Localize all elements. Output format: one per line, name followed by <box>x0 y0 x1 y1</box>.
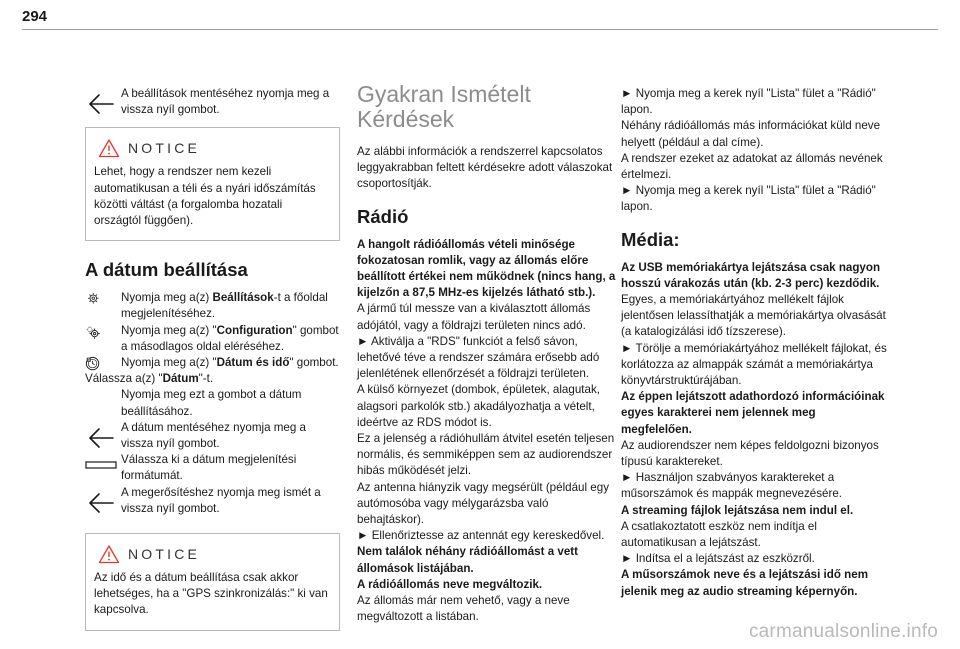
step-settings <box>85 290 340 322</box>
radio-question-3: A rádióállomás neve megváltozik. <box>357 577 543 591</box>
radio-answer-3: A külső környezet (dombok, épületek, alagutak, alagsori parkolók stb.) akadályozhatja a vételt, ideértve az RDS módot is. <box>357 383 600 429</box>
warning-triangle-icon <box>98 138 120 158</box>
watermark: carmanualsonline.info <box>748 621 938 642</box>
step4-post: "-t. <box>198 372 214 386</box>
header-rule <box>22 29 938 30</box>
media-answer-2: ► Törölje a memóriakártyához mellékelt fájlokat, és korlátozza az almappák számát a memóriakártya könyvtárstruktúrájában. <box>621 341 887 388</box>
step1-pre: Nyomja meg a(z) <box>121 291 213 305</box>
list-tab-hint-1: ► Nyomja meg a kerek nyíl "Lista" fület a "Rádió" lapon. <box>621 87 876 117</box>
notice-header <box>94 138 331 158</box>
station-info-text: Néhány rádióállomás más információkat küld neve helyett (például a dal címe). <box>621 119 881 149</box>
svg-text:8: 8 <box>87 358 90 363</box>
column-left <box>85 86 340 631</box>
list-tab-hint-2: ► Nyomja meg a kerek nyíl "Lista" fület a "Rádió" lapon. <box>621 184 876 214</box>
step4-bold: Dátum <box>162 372 199 386</box>
media-question-4: A műsorszámok neve és a lejátszási idő nem jelenik meg az audio streaming képernyőn. <box>621 568 869 598</box>
media-answer-1: Egyes, a memóriakártyához mellékelt fájlok jelentősen lelassíthatják a memóriakártya olvasását (a katalogizálási idő tízszerese). <box>621 293 886 339</box>
step4-pre: Válassza a(z) " <box>85 372 163 386</box>
step2-bold: Configuration <box>216 323 293 337</box>
step2-pre: Nyomja meg a(z) " <box>121 323 217 337</box>
column-middle <box>357 82 617 625</box>
clock-icon <box>85 356 107 378</box>
notice-body: Az idő és a dátum beállítása csak akkor lehetséges, ha a "GPS szinkronizálás:" ki van kapcsolva. <box>94 571 328 617</box>
radio-question-1: A hangolt rádióállomás vételi minősége fokozatosan romlik, vagy az állomás előre beállított értékei nem működnek (nincs hang, a kijelzőn a 87,5 MHz-es kijelzés látható stb.). <box>357 237 616 300</box>
media-heading: Média: <box>621 228 680 250</box>
media-question-3: A streaming fájlok lejátszása nem indul el. <box>621 503 854 517</box>
step-set-date <box>85 387 340 419</box>
step-format <box>85 452 340 484</box>
station-name-text: A rendszer ezeket az adatokat az állomás nevének értelmezi. <box>621 151 883 182</box>
step5-text: Nyomja meg ezt a gombot a dátum beállításához. <box>121 388 302 418</box>
step3-post: " gombot. <box>289 356 339 370</box>
step7-text: Válassza ki a dátum megjelenítési formátumát. <box>121 453 297 483</box>
media-question-2: Az éppen lejátszott adathordozó információinak egyes karakterei nem jelennek meg megfelelően. <box>621 390 885 436</box>
step-select-date <box>85 371 340 387</box>
media-answer-6: ► Indítsa el a lejátszást az eszközről. <box>621 552 815 566</box>
radio-heading: Rádió <box>357 205 409 227</box>
radio-answer-5: Az antenna hiányzik vagy megsérült (például egy autómosóba vagy mélygarázsba való behajtáskor). <box>357 480 609 527</box>
step3-bold: Dátum és idő <box>216 356 290 370</box>
notice-title: NOTICE <box>128 545 201 562</box>
warning-triangle-icon <box>98 544 120 564</box>
media-question-1: Az USB memóriakártya lejátszása csak nagyon hosszú várakozás után (kb. 2-3 perc) kezdődik. <box>621 260 881 290</box>
radio-answer-2: ► Aktiválja a "RDS" funkciót a felső sávon, lehetővé téve a rendszer számára erősebb adó jelenlétének ellenőrzését a földrajzi területen. <box>357 334 600 381</box>
notice-header <box>94 544 331 564</box>
radio-answer-6: ► Ellenőriztesse az antennát egy kereskedővel. <box>357 529 605 543</box>
step3-pre: Nyomja meg a(z) " <box>121 356 217 370</box>
step-configuration <box>85 323 340 355</box>
faq-title: Gyakran Ismételt Kérdések <box>357 81 531 132</box>
faq-intro: Az alábbi információk a rendszerrel kapcsolatos leggyakrabban feltett kérdésekre adott válaszokat csoportosítják. <box>357 145 613 191</box>
radio-answer-7: Az állomás már nem vehető, vagy a neve megváltozott a listában. <box>357 594 570 624</box>
back-arrow-icon <box>85 422 117 454</box>
back-arrow-icon <box>85 88 117 120</box>
radio-question-2: Nem találok néhány rádióállomást a vett állomások listájában. <box>357 545 579 575</box>
step8-text: A megerősítéshez nyomja meg ismét a vissza nyíl gombot. <box>121 485 321 515</box>
save-hint-text: A beállítások mentéséhez nyomja meg a vissza nyíl gombot. <box>121 87 330 117</box>
save-hint-row <box>85 86 340 118</box>
step-date-time <box>85 355 340 371</box>
notice-body: Lehet, hogy a rendszer nem kezeli automatikusan a téli és a nyári időszámítás közötti váltást (a forgalomba hozatali országtól függően). <box>94 165 316 228</box>
notice-title: NOTICE <box>128 140 201 157</box>
step2-post: " gombot a másodlagos oldal eléréséhez. <box>121 323 339 353</box>
radio-answer-1: A jármű túl messze van a kiválasztott állomás adójától, vagy a földrajzi területen nincs adó. <box>357 302 591 332</box>
date-section-heading: A dátum beállítása <box>85 259 248 281</box>
step-confirm <box>85 485 340 517</box>
page-number: 294 <box>22 8 48 25</box>
media-answer-4: ► Használjon szabványos karaktereket a műsorszámok és mappák megnevezésére. <box>621 471 843 501</box>
step6-text: A dátum mentéséhez nyomja meg a vissza nyíl gombot. <box>121 420 306 451</box>
step1-post: -t a főoldal megjelenítéséhez. <box>121 291 328 321</box>
notice-box-gps <box>85 533 340 631</box>
column-right <box>621 86 889 600</box>
media-answer-5: A csatlakoztatott eszköz nem indítja el automatikusan a lejátszást. <box>621 519 817 550</box>
back-arrow-icon <box>85 487 117 519</box>
radio-answer-4: Ez a jelenség a rádióhullám átvitel esetén teljesen normális, és semmiképpen sem az audiorendszer hibás működését jelzi. <box>357 432 615 478</box>
gear-icon <box>87 292 107 312</box>
notice-box-dst <box>85 127 340 241</box>
media-answer-3: Az audiorendszer nem képes feldolgozni bizonyos típusú karaktereket. <box>621 438 879 469</box>
secondary-gear-icon <box>85 324 107 346</box>
step1-bold: Beállítások <box>212 291 274 305</box>
step-save-date <box>85 420 340 452</box>
